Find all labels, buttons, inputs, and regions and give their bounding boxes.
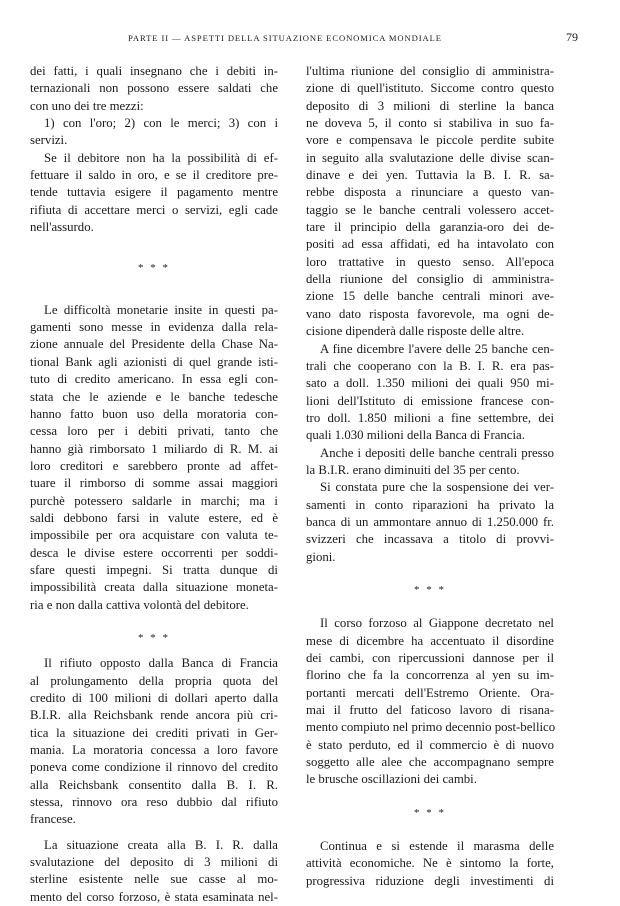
text-line: dei cambi, con ripercussioni dannose per il	[306, 651, 554, 665]
text-line: dinave e dei yen. Tuttavia la B. I. R. sa-	[306, 168, 554, 183]
text-line: nell'assurdo.	[30, 220, 94, 235]
text-line: desca le divise estere occorrenti per soddi-	[30, 545, 278, 560]
text-line: Le difficoltà monetarie insite in questi pa-	[44, 302, 278, 317]
text-line: tica la situazione dei crediti privati in Ger-	[30, 725, 278, 740]
text-line: hanno fatto buon uso della moratoria con-	[30, 406, 278, 421]
text-line: trali che cooperano con la B. I. R. era pas-	[306, 358, 554, 373]
text-line: rebbe disposta a rinunciare a questo van-	[306, 185, 554, 200]
text-line: le brusche oscillazioni dei cambi.	[306, 772, 477, 787]
text-line: florino che fa la concorrenza al yen su im-	[306, 668, 554, 683]
text-line: progressiva riduzione degli investimenti di	[306, 873, 554, 888]
text-line: stata che le aziende e le banche tedesche	[30, 389, 278, 404]
text-line: mento del corso forzoso, è stata esaminata nel-	[30, 889, 278, 904]
text-line: svalutazione del deposito di 3 milioni di	[30, 855, 278, 870]
text-line: mese di dicembre ha accentuato il disordine	[306, 633, 554, 648]
text-line: soggetto alle alee che accompagnano sempre	[306, 755, 554, 770]
text-line: impossibilità creata dalla situazione moneta-	[30, 580, 278, 595]
text-line: stessa, rinnovo ora reso dubbio dal rifiuto	[30, 795, 278, 810]
text-line: quali 1.030 milioni della Banca di Francia.	[306, 428, 525, 443]
text-line: tuare il rimborso di somme assai maggiori	[30, 476, 278, 491]
text-line: taggio se le banche centrali volessero accet-	[306, 202, 554, 217]
page-number: 79	[566, 30, 578, 44]
text-line: cisione dipenderà dalle risposte delle altre.	[306, 324, 525, 339]
text-line: la B.I.R. erano diminuiti del 35 per cento.	[306, 462, 520, 477]
text-line: mento compiuto nel primo decennio post-bellico	[306, 720, 556, 735]
right-column	[306, 63, 554, 890]
text-line: positi ad essa affidati, ed ha intavolato con	[306, 237, 554, 252]
text-line: in seguito alla svalutazione delle divise scan-	[306, 150, 554, 165]
text-line: zione 15 delle banche centrali minori ave-	[306, 289, 554, 304]
section-separator: * * *	[138, 631, 170, 644]
text-line: attività economiche. Ne è sintomo la forte,	[306, 856, 554, 871]
text-line: hanno già rimborsato 1 miliardo di R. M. ai	[30, 441, 278, 456]
text-line: al prolungamento della propria quota del	[30, 673, 278, 688]
text-line: poneva come condizione il rinnovo del credito	[30, 760, 278, 775]
text-line: tende tuttavia esigere il pagamento mentre	[30, 185, 278, 200]
text-line: zione di quell'istituto. Siccome contro questo	[306, 81, 554, 96]
text-line: fettuare il saldo in oro, e se il creditore pre-	[30, 168, 278, 183]
text-line: Se il debitore non ha la possibilità di ef-	[44, 150, 278, 165]
text-line: rifiuta di accettare merci o servizi, egli cade	[30, 202, 278, 217]
text-line: sfare questi impegni. Si tratta dunque di	[30, 562, 278, 577]
text-line: saldi debbono farsi in valute estere, ed è	[30, 510, 278, 525]
text-line: purchè potessero saldarle in marchi; ma i	[30, 493, 278, 508]
text-line: sato a doll. 1.350 milioni dei quali 950 mi-	[306, 376, 554, 391]
text-line: loro trattative in questo senso. All'epoca	[306, 254, 554, 269]
section-separator: * * *	[414, 583, 446, 596]
text-line: francese.	[30, 812, 76, 827]
text-line: alla Reichsbank consentito dalla B. I. R.	[30, 777, 278, 792]
text-line: samenti in conto riparazioni ha privato la	[306, 497, 554, 512]
text-line: tuto di credito americano. In essa egli con-	[30, 372, 278, 387]
text-line: deposito di 3 milioni di sterline la banca	[306, 98, 554, 113]
text-line: svizzeri che incassava a titolo di provvi-	[306, 532, 554, 547]
text-line: ria e non dalla cattiva volontà del debitore.	[30, 597, 249, 612]
text-line: vore e compensava le piccole perdite subite	[306, 133, 554, 148]
running-title: PARTE II — ASPETTI DELLA SITUAZIONE ECONOMICA MONDIALE	[128, 33, 442, 43]
text-line: Il rifiuto opposto dalla Banca di Francia	[44, 656, 278, 671]
text-line: lioni dell'Istituto di emissione francese con-	[306, 393, 554, 408]
text-line: della riunione del consiglio di amministra-	[306, 272, 554, 287]
text-line: banca di un ammontare annuo di 1.250.000 fr.	[306, 514, 554, 529]
text-line: 1) con l'oro; 2) con le merci; 3) con i	[44, 116, 278, 131]
text-line: tional Bank agli azionisti di quel grande isti-	[30, 354, 278, 369]
text-line: ne doveva 5, il conto si stabiliva in suo fa-	[306, 116, 554, 131]
left-column	[30, 63, 278, 906]
text-line: Anche i depositi delle banche centrali presso	[320, 445, 554, 460]
text-line: portanti mercati dell'Estremo Oriente. Ora-	[306, 685, 554, 700]
section-separator: * * *	[138, 262, 170, 275]
text-line: Si constata pure che la sospensione dei ver-	[320, 480, 554, 495]
text-line: con uno dei tre mezzi:	[30, 98, 144, 113]
text-line: B.I.R. alla Reichsbank rende ancora più cri-	[30, 708, 278, 723]
text-line: impossibile per ora acquistare con valuta te-	[30, 528, 278, 543]
text-line: zione annuale del Presidente della Chase Na-	[30, 337, 278, 352]
text-line: ternazionali non possono essere saldati che	[30, 81, 278, 96]
section-separator: * * *	[414, 806, 446, 819]
text-line: mania. La moratoria concessa a loro favore	[30, 743, 278, 758]
text-line: A fine dicembre l'avere delle 25 banche cen-	[320, 341, 554, 356]
text-line: l'ultima riunione del consiglio di amministra-	[306, 64, 554, 78]
text-line: sterline esistente nelle sue casse al mo-	[30, 872, 278, 887]
text-line: servizi.	[30, 133, 68, 148]
text-line: gamenti sono messe in evidenza dalla rela-	[30, 320, 278, 335]
text-line: mai il frutto del faticoso lavoro di risana-	[306, 703, 554, 718]
text-line: gioni.	[306, 549, 336, 564]
text-line: loro creditori e sarebbero pronte ad affet-	[30, 458, 278, 473]
text-line: tare il principio della garanzia-oro dei de-	[306, 220, 554, 235]
text-line: è stato perduto, ed il commercio è di nuovo	[306, 737, 554, 752]
text-line: Il corso forzoso al Giappone decretato nel	[320, 616, 554, 631]
text-line: cessa loro per i debiti privati, tanto che	[30, 424, 278, 439]
text-line: tro doll. 1.850 milioni a fine settembre, dei	[306, 410, 554, 425]
text-line: dei fatti, i quali insegnano che i debiti in-	[30, 64, 278, 78]
text-line: credito di 100 milioni di dollari aperto dalla	[30, 691, 278, 705]
running-header	[30, 30, 578, 46]
text-line: Continua e si estende il marasma delle	[320, 839, 554, 854]
text-line: La situazione creata alla B. I. R. dalla	[44, 837, 278, 852]
text-line: vano dato risposta favorevole, ma ogni de-	[306, 306, 554, 321]
